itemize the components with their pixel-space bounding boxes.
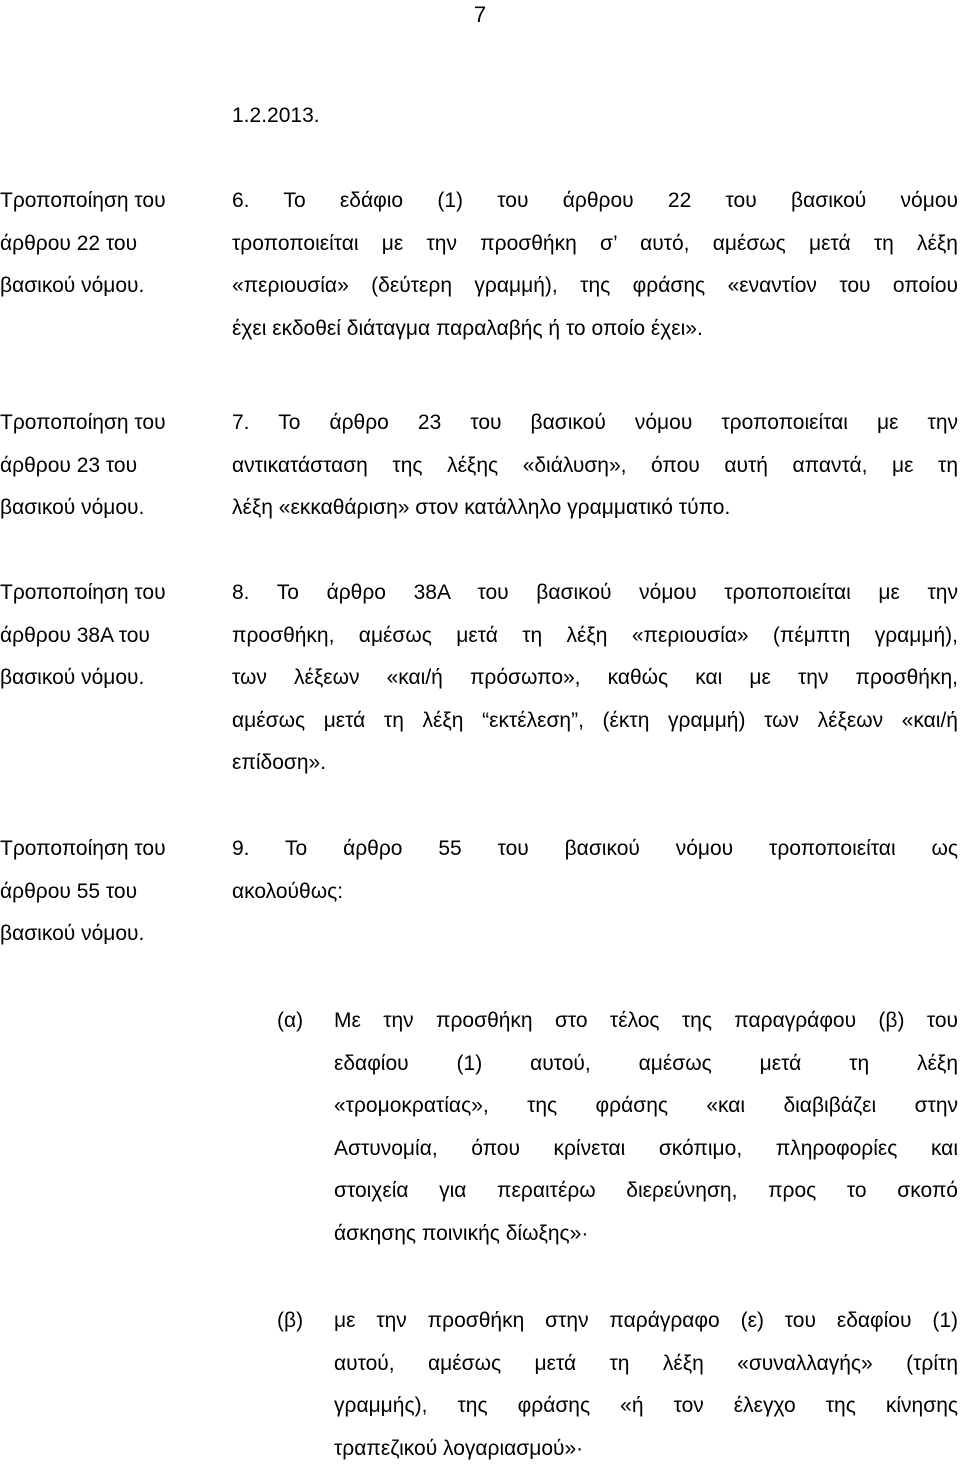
paragraph-line: αντικατάσταση της λέξης «διάλυση», όπου αυτή απαντά, με τη [232,453,958,477]
margin-note-line: βασικού νόμου. [0,666,145,690]
paragraph [232,572,958,785]
subparagraph-line: τραπεζικού λογαριασμού»· [334,1436,584,1460]
paragraph-line: επίδοση». [232,751,327,775]
margin-note [0,828,215,956]
subparagraph-line: άσκησης ποινικής δίωξης»· [334,1221,589,1245]
paragraph-line: «περιουσία» (δεύτερη γραμμή), της φράσης «εναντίον του οποίου [232,274,958,298]
margin-note [0,402,215,530]
subparagraph-label: (β) [277,1309,304,1332]
paragraph-line: λέξη «εκκαθάριση» στον κατάλληλο γραμματικό τύπο. [232,496,731,520]
paragraph-line: 6. Το εδάφιο (1) του άρθρου 22 του βασικού νόμου [232,189,958,212]
subparagraph-line: εδαφίου (1) αυτού, αμέσως μετά τη λέξη [334,1051,958,1075]
margin-note [0,180,215,308]
paragraph-line: 9. Το άρθρο 55 του βασικού νόμου τροποποιείται ως [232,837,958,860]
margin-note-line: Τροποποίηση του [0,411,166,434]
subparagraph-body [334,1000,958,1256]
paragraph-line: των λέξεων «και/ή πρόσωπο», καθώς και με την προσθήκη, [232,666,958,690]
paragraph-line: τροποποιείται με την προσθήκη σ’ αυτό, αμέσως μετά τη λέξη [232,231,958,255]
page-number: 7 [473,2,487,27]
paragraph-line: 8. Το άρθρο 38Α του βασικού νόμου τροποποιείται με την [232,581,958,604]
paragraph-line: 7. Το άρθρο 23 του βασικού νόμου τροποποιείται με την [232,411,958,434]
margin-note-line: άρθρου 22 του [0,231,138,255]
subparagraph-line: αυτού, αμέσως μετά τη λέξη «συναλλαγής» (τρίτη [334,1351,958,1375]
margin-note-line: άρθρου 23 του [0,453,138,477]
subparagraph-label: (α) [277,1009,304,1032]
margin-note-line: βασικού νόμου. [0,274,145,298]
margin-note-line: άρθρου 55 του [0,879,138,903]
margin-note-line: Τροποποίηση του [0,189,166,212]
subparagraph-body [334,1300,958,1470]
subparagraph-line: Αστυνομία, όπου κρίνεται σκόπιμο, πληροφορίες και [334,1136,958,1160]
paragraph-line: αμέσως μετά τη λέξη “εκτέλεση”, (έκτη γραμμή) των λέξεων «και/ή [232,708,958,732]
subparagraph-line: στοιχεία για περαιτέρω διερεύνηση, προς το σκοπό [334,1179,958,1203]
subparagraph-line: γραμμής), της φράσης «ή τον έλεγχο της κίνησης [334,1394,958,1418]
paragraph-line: έχει εκδοθεί διάταγμα παραλαβής ή το οποίο έχει». [232,316,703,340]
paragraph [232,180,958,350]
margin-note-line: Τροποποίηση του [0,581,166,604]
margin-note-line: βασικού νόμου. [0,922,145,946]
margin-note-line: άρθρου 38Α του [0,623,150,647]
document-date: 1.2.2013. [232,104,320,127]
paragraph-line: ακολούθως: [232,879,344,903]
paragraph [232,828,958,913]
margin-note-line: Τροποποίηση του [0,837,166,860]
subparagraph-line: με την προσθήκη στην παράγραφο (ε) του εδαφίου (1) [334,1309,958,1332]
paragraph-line: προσθήκη, αμέσως μετά τη λέξη «περιουσία» (πέμπτη γραμμή), [232,623,958,647]
margin-note-line: βασικού νόμου. [0,496,145,520]
subparagraph-line: «τρομοκρατίας», της φράσης «και διαβιβάζει στην [334,1094,958,1118]
margin-note [0,572,215,700]
paragraph [232,402,958,530]
subparagraph-line: Με την προσθήκη στο τέλος της παραγράφου (β) του [334,1009,958,1032]
